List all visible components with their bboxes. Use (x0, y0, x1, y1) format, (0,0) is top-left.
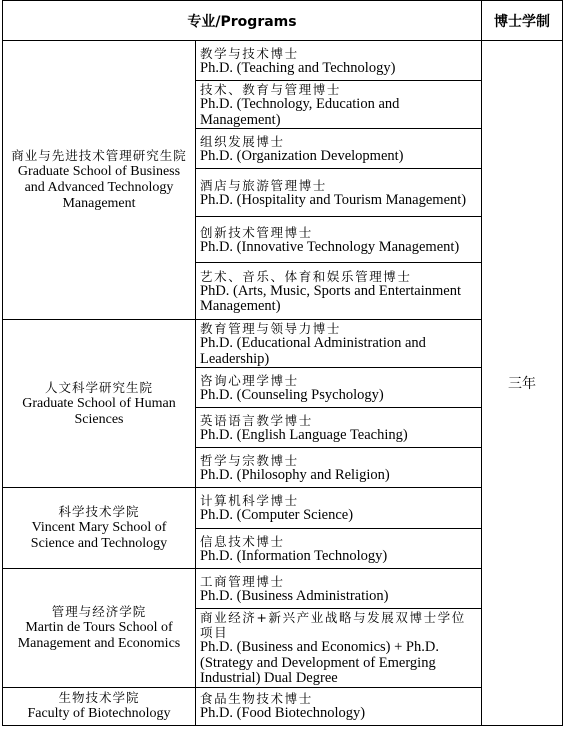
table-row (3, 569, 563, 609)
program-name-en: Ph.D. (Philosophy and Religion) (200, 466, 390, 483)
program-name-en: Ph.D. (Business Administration) (200, 587, 389, 604)
program-cell (196, 569, 482, 609)
program-name-zh: 艺术、音乐、体育和娱乐管理博士 (200, 268, 412, 284)
school-name-en: Graduate School of Human Sciences (22, 395, 176, 427)
table-row (3, 41, 563, 81)
program-name-zh: 信息技术博士 (200, 533, 285, 549)
program-cell (196, 263, 482, 320)
program-name-en: Ph.D. (Innovative Technology Management) (200, 238, 460, 255)
program-name-zh: 哲学与宗教博士 (200, 452, 299, 468)
duration-cell: 三年 (482, 41, 563, 726)
school-name-en: Vincent Mary School of Science and Technology (30, 520, 168, 551)
program-name-zh: 食品生物技术博士 (200, 691, 313, 707)
table-row (3, 687, 563, 725)
program-name-zh: 英语语言教学博士 (200, 412, 313, 428)
program-name-en: Ph.D. (Business and Economics) + Ph.D. (Strategy and Development of Emerging Industrial) Dual Degree (200, 639, 439, 686)
program-cell (196, 687, 482, 725)
program-cell (196, 81, 482, 129)
program-name-zh: 商业经济+新兴产业战略与发展双博士学位项目 (200, 610, 466, 640)
program-name-en: Ph.D. (English Language Teaching) (200, 426, 408, 443)
program-name-en: Ph.D. (Hospitality and Tourism Management) (200, 191, 467, 208)
program-name-en: Ph.D. (Computer Science) (200, 507, 354, 524)
program-name-en: Ph.D. (Organization Development) (200, 147, 404, 164)
program-cell (196, 448, 482, 488)
school-cell (3, 41, 196, 320)
school-cell (3, 569, 196, 688)
program-cell (196, 41, 482, 81)
program-name-zh: 工商管理博士 (200, 573, 285, 589)
program-name-zh: 创新技术管理博士 (200, 224, 313, 240)
program-name-en: Ph.D. (Food Biotechnology) (200, 705, 366, 722)
program-cell (196, 488, 482, 529)
school-name-en: Martin de Tours School of Management and Economics (17, 619, 181, 651)
program-name-en: Ph.D. (Educational Administration and Leadership) (200, 335, 426, 367)
program-name-zh: 计算机科学博士 (200, 493, 299, 509)
program-name-en: Ph.D. (Counseling Psychology) (200, 386, 384, 403)
program-cell (196, 529, 482, 569)
school-name-zh: 生物技术学院 (58, 690, 140, 705)
program-name-zh: 教学与技术博士 (200, 45, 299, 61)
program-name-zh: 技术、教育与管理博士 (200, 82, 342, 97)
program-name-en: PhD. (Arts, Music, Sports and Entertainment Management) (200, 282, 461, 314)
program-cell (196, 408, 482, 448)
program-name-zh: 教育管理与领导力博士 (200, 321, 342, 336)
program-cell (196, 320, 482, 368)
program-cell (196, 129, 482, 169)
school-cell (3, 320, 196, 488)
school-name-zh: 商业与先进技术管理研究生院 (11, 148, 187, 163)
school-cell (3, 488, 196, 569)
program-cell (196, 368, 482, 408)
table-row (3, 320, 563, 368)
header-row (3, 1, 563, 41)
school-name-en: Faculty of Biotechnology (27, 706, 171, 721)
program-name-zh: 组织发展博士 (200, 133, 285, 149)
program-name-en: Ph.D. (Technology, Education and Management) (200, 96, 400, 128)
programs-table (2, 0, 563, 726)
school-cell (3, 687, 196, 725)
school-name-zh: 管理与经济学院 (51, 603, 147, 619)
school-name-zh: 科学技术学院 (58, 504, 140, 519)
program-name-en: Ph.D. (Teaching and Technology) (200, 59, 396, 76)
duration-header: 博士学制 (482, 1, 563, 41)
program-name-en: Ph.D. (Information Technology) (200, 547, 388, 564)
program-cell (196, 609, 482, 688)
program-cell (196, 217, 482, 263)
program-cell (196, 169, 482, 217)
school-name-en: Graduate School of Business and Advanced Technology Management (17, 164, 181, 211)
program-name-zh: 酒店与旅游管理博士 (200, 177, 327, 193)
table-row (3, 488, 563, 529)
school-name-zh: 人文科学研究生院 (44, 379, 153, 395)
program-name-zh: 咨询心理学博士 (200, 372, 299, 388)
programs-header: 专业/Programs (3, 1, 482, 41)
